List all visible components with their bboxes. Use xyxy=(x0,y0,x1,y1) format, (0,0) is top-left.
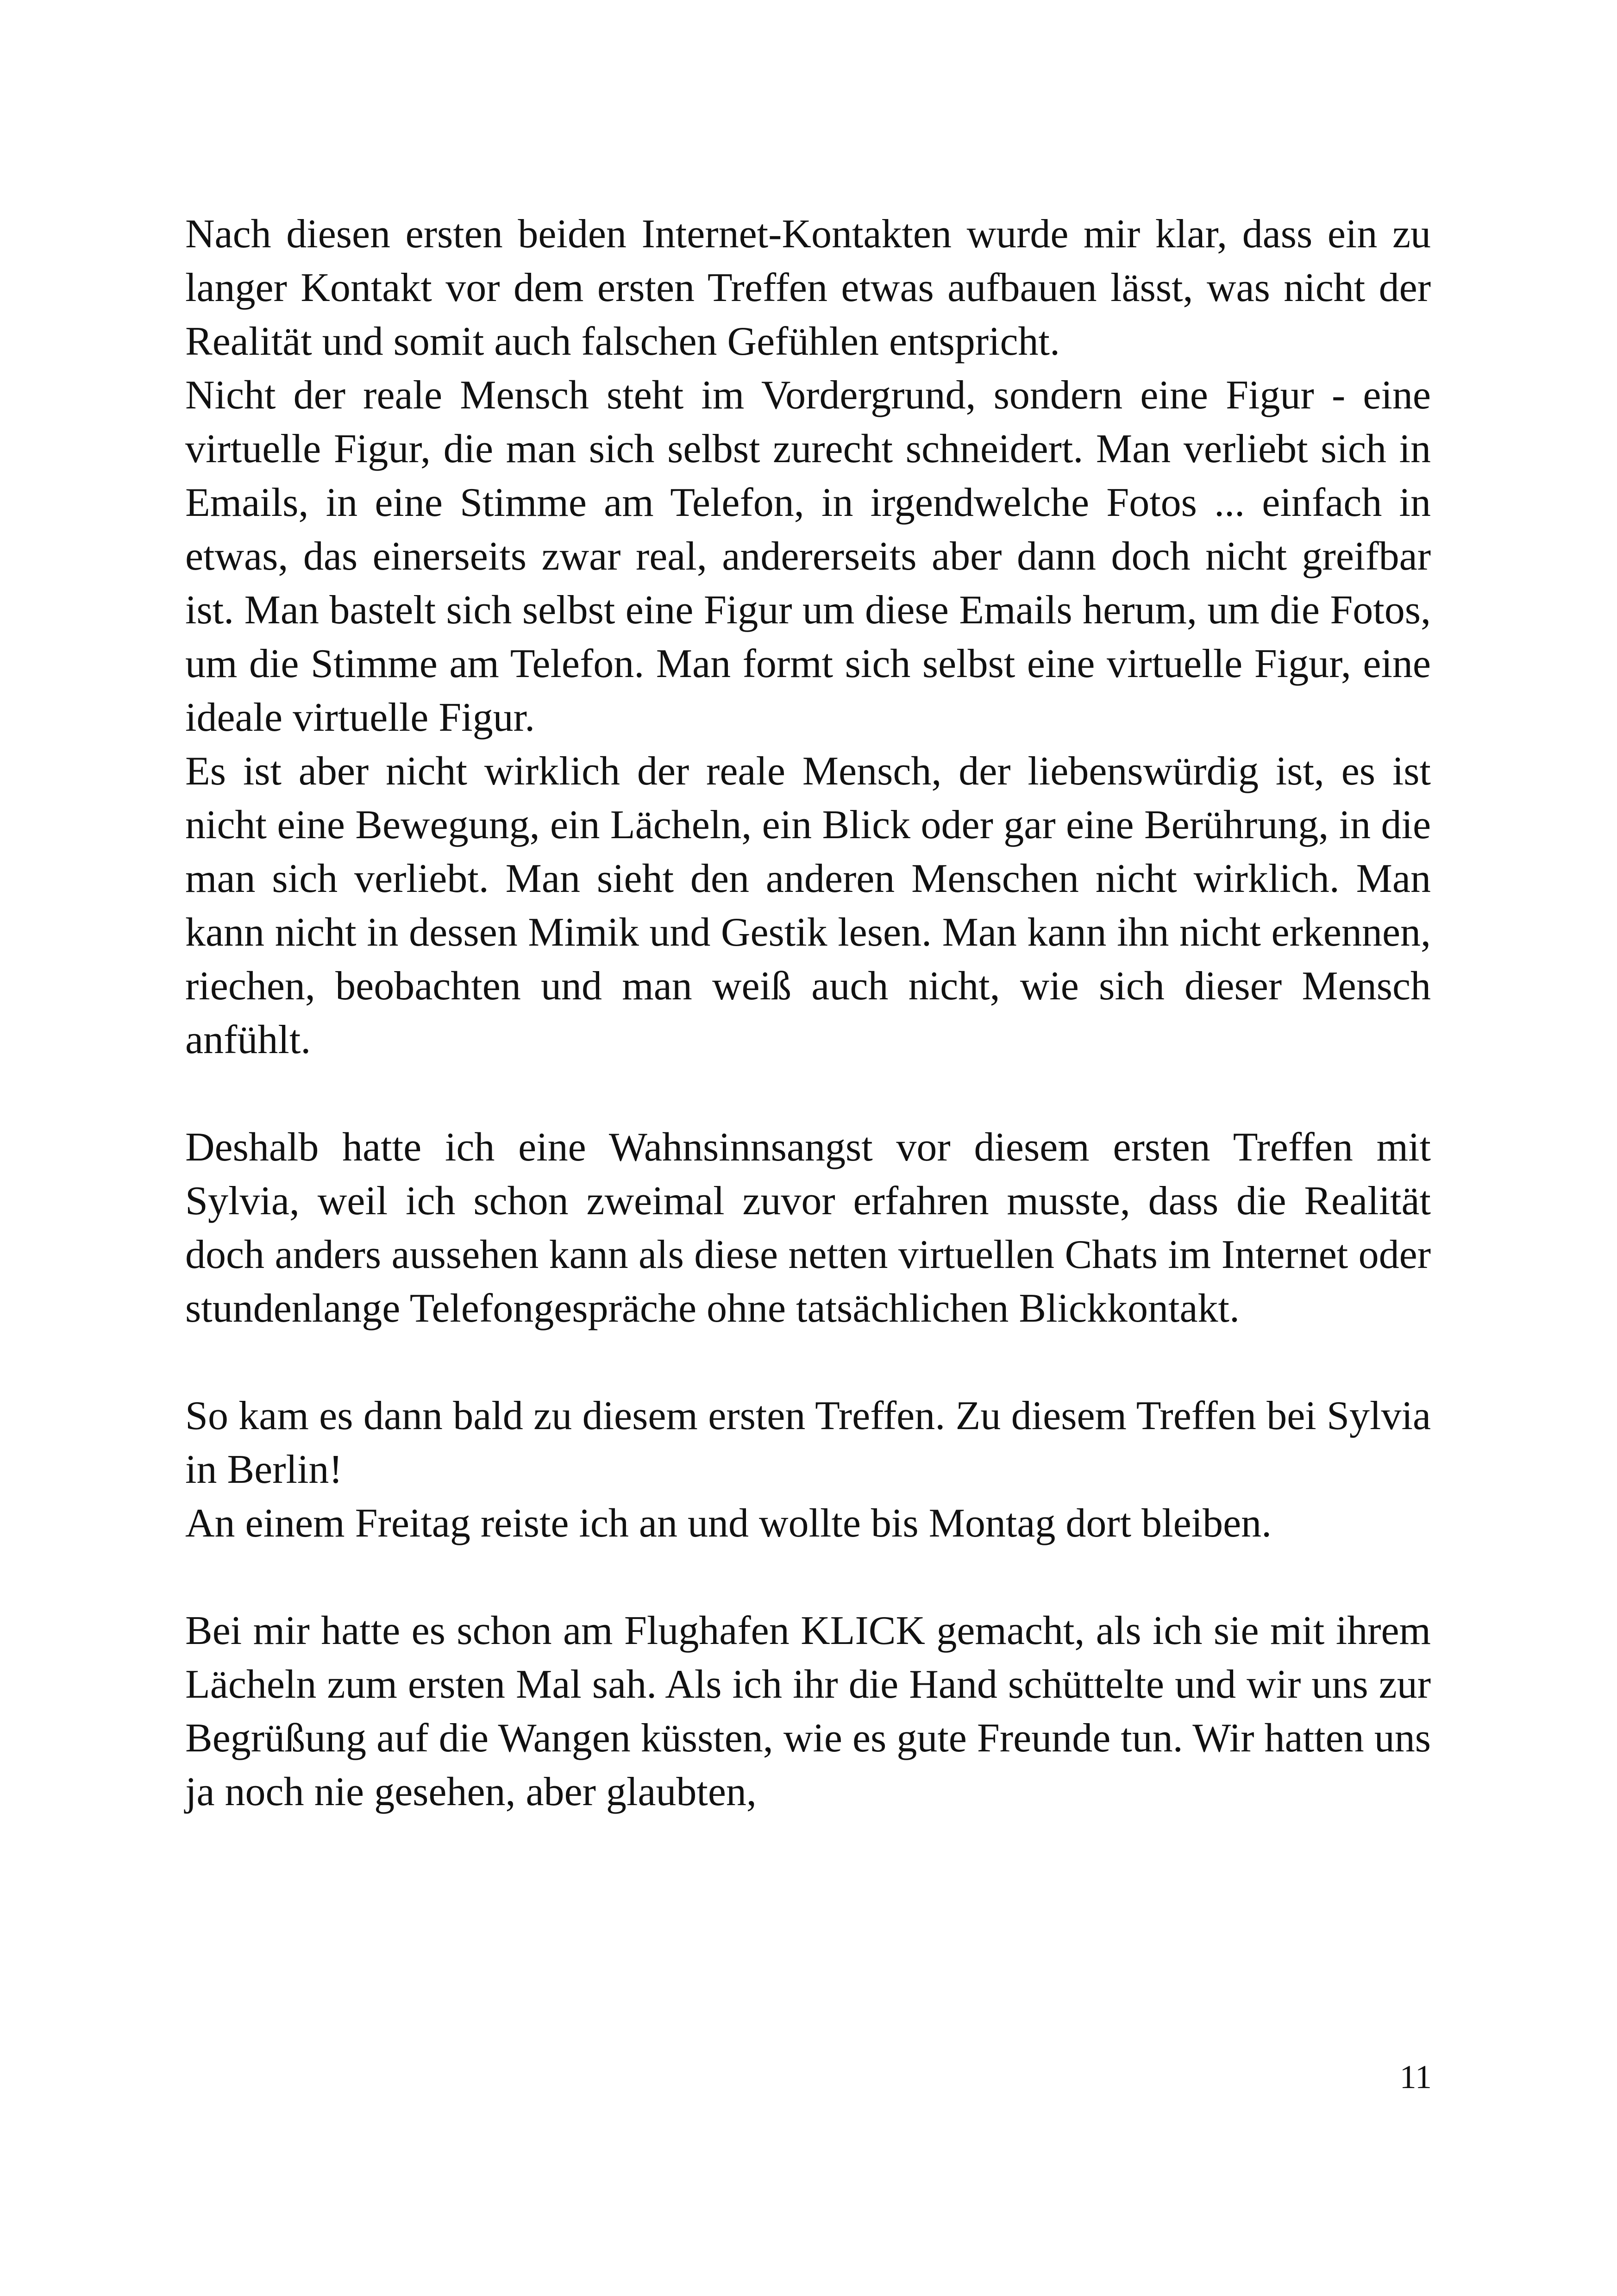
paragraph-gap xyxy=(185,1550,1431,1604)
paragraph-gap xyxy=(185,1067,1431,1121)
body-text xyxy=(185,207,1431,1819)
paragraph-6: An einem Freitag reiste ich an und wollte bis Montag dort bleiben. xyxy=(185,1501,1272,1546)
paragraph-4: Deshalb hatte ich eine Wahnsinnsangst vor diesem ersten Treffen mit Sylvia, weil ich schon zweimal zuvor erfahren musste, dass die Realität doch anders aussehen kann als diese netten virtuellen Chats im Internet oder stundenlange Telefongespräche ohne tatsächlichen Blickkontakt. xyxy=(185,1125,1431,1331)
paragraph-3: Es ist aber nicht wirklich der reale Mensch, der liebenswürdig ist, es ist nicht eine Bewegung, ein Lächeln, ein Blick oder gar eine Berührung, in die man sich verliebt. Man sieht den anderen Menschen nicht wirklich. Man kann nicht in dessen Mimik und Gestik lesen. Man kann ihn nicht erkennen, riechen, beobachten und man weiß auch nicht, wie sich dieser Mensch anfühlt. xyxy=(185,749,1431,1062)
paragraph-1: Nach diesen ersten beiden Internet-Kontakten wurde mir klar, dass ein zu langer Kontakt vor dem ersten Treffen etwas aufbauen lässt, was nicht der Realität und somit auch falschen Gefühlen entspricht. xyxy=(185,212,1431,364)
paragraph-2: Nicht der reale Mensch steht im Vordergrund, sondern eine Figur - eine virtuelle Figur, die man sich selbst zurecht schneidert. Man verliebt sich in Emails, in eine Stimme am Telefon, in irgendwelche Fotos ... einfach in etwas, das einerseits zwar real, andererseits aber dann doch nicht greifbar ist. Man bastelt sich selbst eine Figur um diese Emails herum, um die Fotos, um die Stimme am Telefon. Man formt sich selbst eine virtuelle Figur, eine ideale virtuelle Figur. xyxy=(185,373,1431,740)
paragraph-gap xyxy=(185,1336,1431,1389)
paragraph-7: Bei mir hatte es schon am Flughafen KLICK gemacht, als ich sie mit ihrem Lächeln zum ersten Mal sah. Als ich ihr die Hand schüttelte und wir uns zur Begrüßung auf die Wangen küssten, wie es gute Freunde tun. Wir hatten uns ja noch nie gesehen, aber glaubten, xyxy=(185,1608,1431,1814)
paragraph-5: So kam es dann bald zu diesem ersten Treffen. Zu diesem Treffen bei Sylvia in Berlin! xyxy=(185,1393,1431,1492)
page-number: 11 xyxy=(1399,2058,1432,2095)
